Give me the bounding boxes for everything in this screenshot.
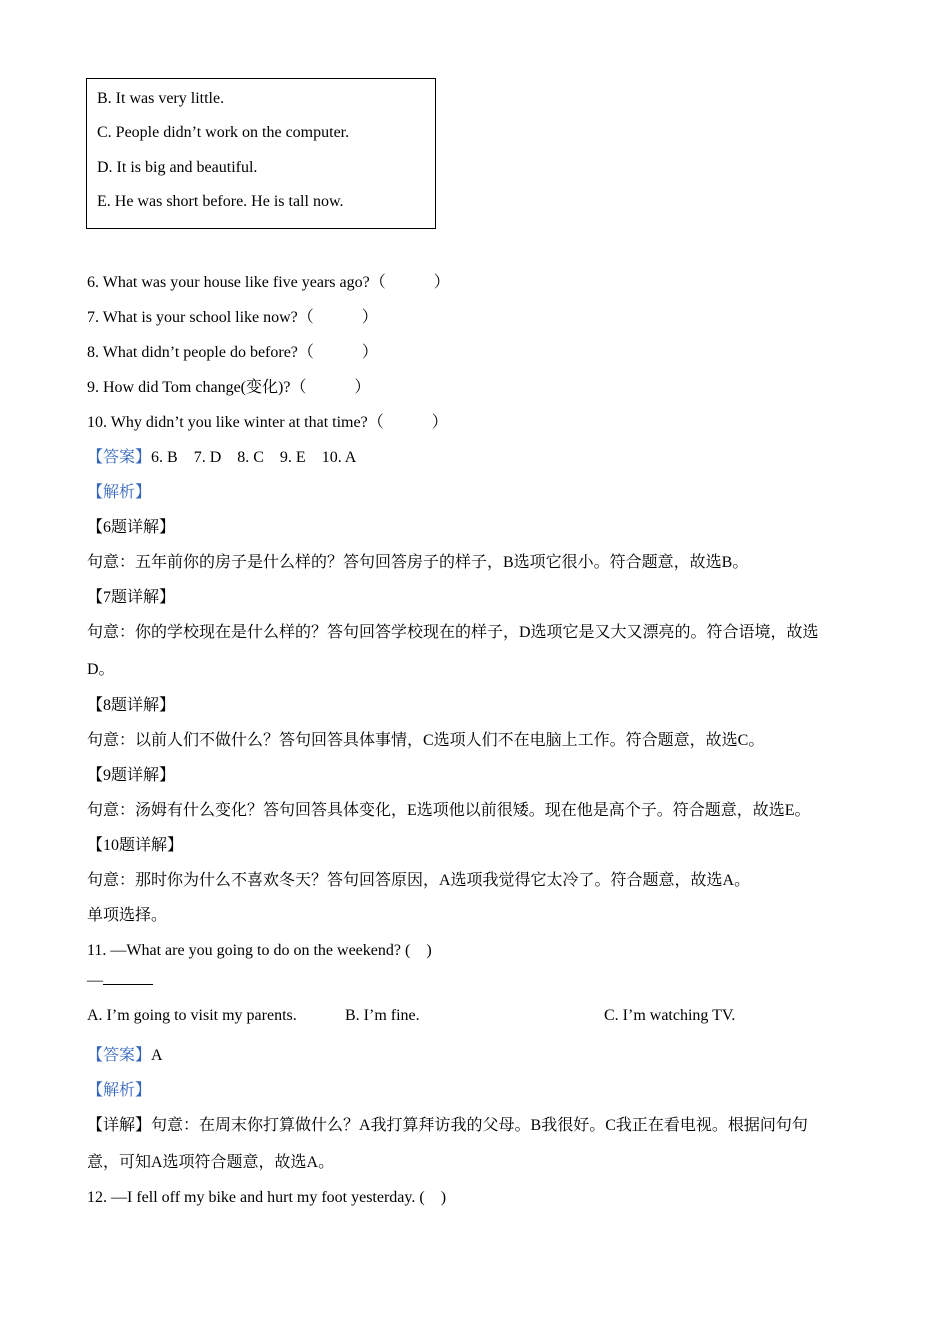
option-e: E. He was short before. He is tall now. — [97, 193, 344, 210]
question-7: 7. What is your school like now?（ ） — [87, 309, 378, 326]
question-9: 9. How did Tom change(变化)?（ ） — [87, 379, 371, 396]
option-box — [86, 78, 436, 229]
q11-option-a: A. I’m going to visit my parents. — [87, 1007, 297, 1024]
q11-option-b: B. I’m fine. — [345, 1007, 420, 1024]
q11-analysis-tag: 【解析】 — [87, 1082, 152, 1099]
detail-8-text: 句意：以前人们不做什么？答句回答具体事情，C选项人们不在电脑上工作。符合题意，故选C。 — [87, 732, 765, 749]
detail-6-text: 句意：五年前你的房子是什么样的？答句回答房子的样子，B选项它很小。符合题意，故选B。 — [87, 554, 749, 571]
option-b: B. It was very little. — [97, 90, 225, 107]
q11-answer-tag: 【答案】 — [87, 1047, 152, 1064]
question-12: 12. —I fell off my bike and hurt my foot yesterday. ( ) — [87, 1189, 447, 1206]
detail-10-text: 句意：那时你为什么不喜欢冬天？答句回答原因，A选项我觉得它太冷了。符合题意，故选A。 — [87, 872, 751, 889]
option-c: C. People didn’t work on the computer. — [97, 124, 350, 141]
question-8: 8. What didn’t people do before?（ ） — [87, 344, 378, 361]
question-6: 6. What was your house like five years ago?（ ） — [87, 274, 450, 291]
q11-answer: A — [151, 1047, 163, 1064]
answer-blank-line — [87, 972, 153, 990]
question-10: 10. Why didn’t you like winter at that time?（ ） — [87, 414, 448, 431]
q11-option-c: C. I’m watching TV. — [604, 1007, 736, 1024]
detail-9-heading: 【9题详解】 — [87, 767, 176, 784]
question-11: 11. —What are you going to do on the weekend? ( ) — [87, 942, 432, 959]
section-title: 单项选择。 — [87, 907, 168, 924]
detail-8-heading: 【8题详解】 — [87, 697, 176, 714]
detail-7-heading: 【7题详解】 — [87, 589, 176, 606]
q11-detail: 【详解】句意：在周末你打算做什么？A我打算拜访我的父母。B我很好。C我正在看电视。根据问句句 — [87, 1117, 808, 1134]
q11-detail-cont: 意，可知A选项符合题意，故选A。 — [87, 1154, 335, 1171]
blank-underline — [103, 972, 153, 985]
analysis-tag: 【解析】 — [87, 484, 152, 501]
dash: — — [87, 972, 103, 989]
detail-7-text-cont: D。 — [87, 661, 115, 678]
detail-6-heading: 【6题详解】 — [87, 519, 176, 536]
q11-answer-line — [87, 1042, 163, 1065]
answer-line-6-10 — [87, 444, 356, 467]
detail-9-text: 句意：汤姆有什么变化？答句回答具体变化，E选项他以前很矮。现在他是高个子。符合题意，故选E。 — [87, 802, 811, 819]
answer-text: 6. B 7. D 8. C 9. E 10. A — [151, 449, 357, 466]
detail-7-text: 句意：你的学校现在是什么样的？答句回答学校现在的样子，D选项它是又大又漂亮的。符合语境，故选 — [87, 624, 819, 641]
detail-10-heading: 【10题详解】 — [87, 837, 184, 854]
answer-tag: 【答案】 — [87, 449, 152, 466]
option-d: D. It is big and beautiful. — [97, 159, 258, 176]
